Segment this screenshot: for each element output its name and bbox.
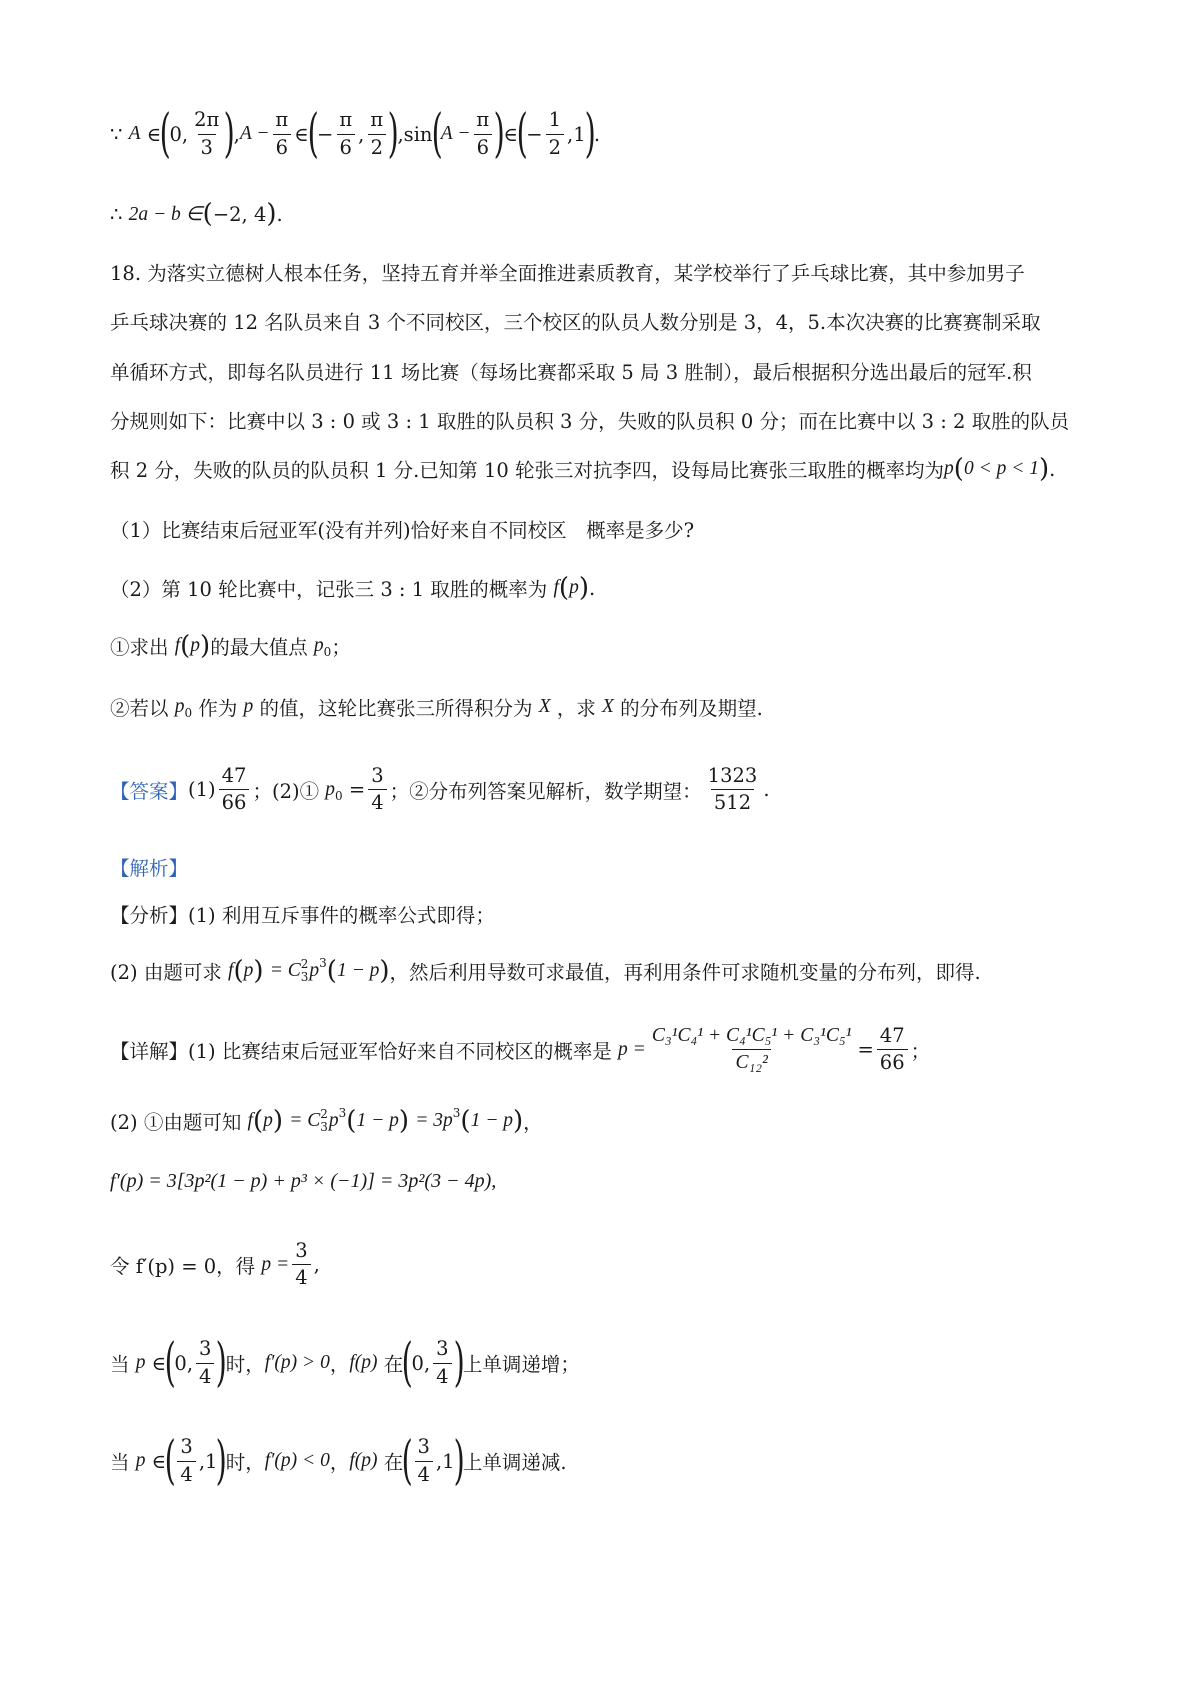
frac-2pi-3: $\frac{2\pi}{3}$ (194, 108, 220, 159)
question-line-4: 分规则如下：比赛中以 3 : 0 或 3 : 1 取胜的队员积 3 分，失败的队员积 0 分；而在比赛中以 3 : 2 取胜的队员 (110, 410, 1070, 433)
detail-line-2: (2) ①由题可知 f ( p ) = C 2 3 p 3 ( 1 − p ) = 3 p 3 ( 1 − p ) ， (110, 1106, 543, 1136)
answer-line: 【答案】 (1) $\frac{47}{66}$ ；(2)① p 0 = $\frac{3}{4}$ ；②分布列答案见解析，数学期望： $\frac{1323}{512}$ . (110, 764, 770, 815)
detail-tag: 【详解】 (110, 1039, 189, 1063)
decreasing-line: 当 p ∈ ( $\frac{3}{4}$ ,1 ) 时， f′(p) < 0 ， f(p) 在 ( $\frac{3}{4}$ ,1 ) 上单调递减. (110, 1431, 567, 1491)
fenxi-tag: 【分析】 (110, 904, 189, 927)
sub-question-2: （2）第 10 轮比赛中，记张三 3 : 1 取胜的概率为 f ( p ) . (110, 573, 596, 603)
question-line-5: 积 2 分，失败的队员的队员积 1 分.已知第 10 轮张三对抗李四，设每局比赛张三取胜的概率均为 p ( 0 < p < 1 ) . (110, 454, 1056, 484)
question-line-3: 单循环方式，即每名队员进行 11 场比赛（每场比赛都采取 5 局 3 胜制），最后根据积分选出最后的冠军.积 (110, 361, 1032, 384)
fenxi-line-2: (2) 由题可求 f ( p ) = C 2 3 p 3 ( 1 − p ) ，然后利用导数可求最值，再利用条件可求随机变量的分布列，即得. (110, 956, 981, 986)
sub-question-2-1: ①求出 f ( p ) 的最大值点 p 0 ； (110, 631, 351, 661)
prev-line-1: ∵ A ∈ ( 0, $\frac{2\pi}{3}$ ) , A − $\frac{\pi}{6}$ ∈ ( − $\frac{\pi}{6}$ , $\frac{\pi}{2}$ ) ,sin ( A − $\frac{\pi}{6}$ ) ∈ ( − $\frac{1}{2}$ ,1 ) . (110, 104, 601, 164)
detail-line-1: 【详解】 (1) 比赛结束后冠亚军恰好来自不同校区的概率是 p = $\frac{\text{C₃¹C₄¹ + C₄¹C₅¹ + C₃¹C₅¹}}{\text{C₁₂²}}$ = $\frac{47}{66}$ ； (110, 1024, 931, 1075)
fenxi-line-1: 【分析】 (1) 利用互斥事件的概率公式即得； (110, 900, 495, 928)
therefore-symbol: ∴ (110, 202, 123, 226)
question-line-2: 乒乓球决赛的 12 名队员来自 3 个不同校区，三个校区的队员人数分别是 3，4，5.本次决赛的比赛赛制采取 (110, 311, 1041, 334)
prev-line-2: ∴ 2a − b ∈ ( −2, 4 ) . (110, 199, 283, 229)
answer-tag: 【答案】 (110, 779, 189, 803)
because-symbol: ∵ (110, 122, 123, 146)
analysis-tag: 【解析】 (110, 857, 189, 880)
sub-question-1: （1）比赛结束后冠亚军(没有并列)恰好来自不同校区 概率是多少? (110, 519, 695, 542)
combination-fraction: $\frac{\text{C₃¹C₄¹ + C₄¹C₅¹ + C₃¹C₅¹}}{\text{C₁₂²}}$ (651, 1025, 852, 1074)
critical-point-line: 令 f′(p) = 0，得 p = $\frac{3}{4}$ , (110, 1239, 320, 1290)
sub-question-2-2: ②若以 p 0 作为 p 的值，这轮比赛张三所得积分为 X ，求 X 的分布列及期望. (110, 696, 763, 720)
derivative-line: f′(p) = 3[3p²(1 − p) + p³ × (−1)] = 3p²(3 − 4p), (110, 1170, 497, 1192)
question-line-1: 18. 为落实立德树人根本任务，坚持五育并举全面推进素质教育，某学校举行了乒乓球比赛，其中参加男子 (110, 262, 1025, 285)
increasing-line: 当 p ∈ ( 0, $\frac{3}{4}$ ) 时， f′(p) > 0 ， f(p) 在 ( 0, $\frac{3}{4}$ ) 上单调递增； (110, 1333, 580, 1393)
